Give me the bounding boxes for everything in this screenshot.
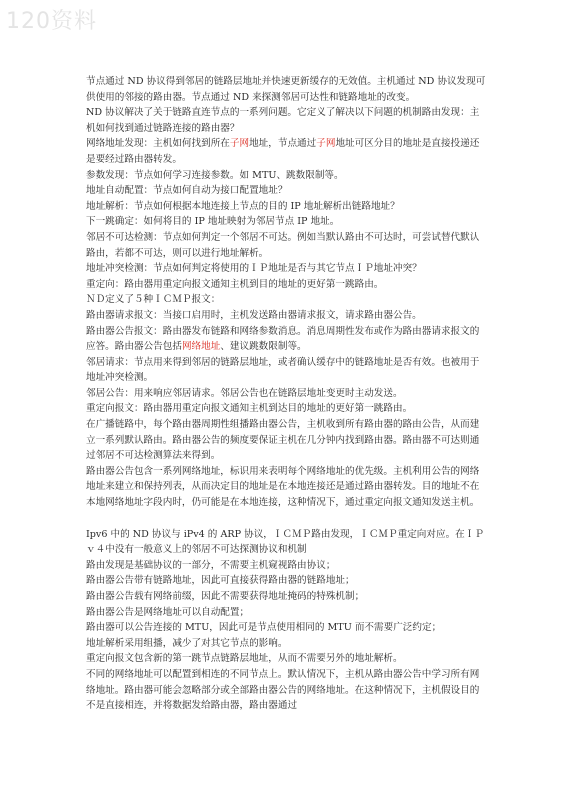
paragraph: 重定向：路由器用重定向报文通知主机到目的地址的更好第一跳路由。 <box>86 278 384 290</box>
paragraph: 路由器公告载有网络前缀，因此不需要获得地址掩码的特殊机制； <box>86 591 365 602</box>
paragraph: ND 协议解决了关于链路直连节点的一系列问题。它定义了解决以下问题的机制路由发现：主机如何找到通过链路连接的路由器？ <box>86 107 480 134</box>
document-body <box>86 74 486 714</box>
paragraph-gap <box>86 511 486 527</box>
text-run: 网络地址发现：主机如何找到所在 <box>86 138 230 150</box>
paragraph: ＮＤ定义了５种ＩＣＭＰ报文： <box>86 294 221 306</box>
paragraph: 重定向报文：路由器用重定向报文通知主机到达目的地址的更好第一跳路由。 <box>86 403 413 415</box>
text-run: 、建议跳数限制等。 <box>220 341 307 353</box>
paragraph <box>86 324 486 355</box>
paragraph: 下一跳确定：如何将目的 IP 地址映射为邻居节点 IP 地址。 <box>86 216 340 228</box>
paragraph <box>86 136 486 167</box>
paragraph: 地址解析采用组播，减少了对其它节点的影响。 <box>86 637 288 649</box>
paragraph: 邻居公告：用来响应邻居请求。邻居公告也在链路层地址变更时主动发送。 <box>86 387 403 399</box>
paragraph: 在广播链路中，每个路由器周期性组播路由器公告，主机收到所有路由器的路由公告，从而建立一系列默认路由。路由器公告的频度要保证主机在几分钟内找到路由器。路由器不可达则通过邻居不可达检测算法来得到。 <box>86 419 480 462</box>
paragraph: Ipv6 中的 ND 协议与 iPv4 的 ARP 协议，ＩＣＭＰ路由发现，ＩＣＭＰ重定向对应。在ＩＰｖ４中没有一般意义上的邻居不可达探测协议和机制 <box>86 528 484 556</box>
paragraph: 地址自动配置：节点如何自动为接口配置地址？ <box>86 185 288 197</box>
paragraph: 重定向报文包含新的第一跳节点链路层地址，从而不需要另外的地址解析。 <box>86 653 403 665</box>
paragraph: 节点通过 ND 协议得到邻居的链路层地址并快速更新缓存的无效值。主机通过 ND 协议发现可供使用的邻接的路由器。节点通过 ND 来探测邻居可达性和链路地址的改变。 <box>86 76 486 103</box>
paragraph: 地址冲突检测：节点如何判定将使用的ＩＰ地址是否与其它节点ＩＰ地址冲突？ <box>86 263 422 275</box>
highlight-link[interactable]: 网络地址 <box>181 341 221 353</box>
paragraph: 路由器公告是网络地址可以自动配置； <box>86 606 250 618</box>
text-run: 地址可区分目的地址是直接投递还是要经过路由器转发。 <box>86 138 480 165</box>
highlight-link[interactable]: 子网 <box>316 138 336 150</box>
paragraph: 地址解析：节点如何根据本地连接上节点的目的 IP 地址解析出链路地址？ <box>86 200 400 212</box>
highlight-link[interactable]: 子网 <box>229 138 250 150</box>
paragraph: 路由器公告带有链路地址，因此可直接获得路由器的链路地址； <box>86 575 355 587</box>
text-run: 路由器公告报文：路由器发布链路和网络参数消息。消息周期性发布或作为路由器请求报文的应答。路由器公告包括 <box>86 325 480 353</box>
paragraph: 不同的网络地址可以配置到相连的不同节点上。默认情况下，主机从路由器公告中学习所有网络地址。路由器可能会忽略部分或全部路由器公告的网络地址。在这种情况下，主机假设目的不是直接相连，并将数据发给路由器，路由器通过 <box>86 668 480 712</box>
paragraph: 路由器公告包含一系列网络地址，标识用来表明每个网络地址的优先级。主机利用公告的网络地址来建立和保持列表，从而决定目的地址是在本地连接还是通过路由器转发。目的地址不在本地网络地址字段内时，仍可能是在本地连接，这种情况下，通过重定向报文通知发送主机。 <box>86 465 480 509</box>
text-run: 地址，节点通过 <box>249 138 317 150</box>
paragraph: 参数发现：节点如何学习连接参数。如 MTU、跳数限制等。 <box>86 169 344 181</box>
paragraph: 邻居不可达检测：节点如何判定一个邻居不可达。例如当默认路由不可达时，可尝试替代默认路由，若都不可达，则可以进行地址解析。 <box>86 231 480 259</box>
watermark-logo: 120资料 <box>6 9 97 34</box>
paragraph: 邻居请求：节点用来得到邻居的链路层地址，或者确认缓存中的链路地址是否有效。也被用于地址冲突检测。 <box>86 356 480 384</box>
paragraph: 路由器可以公告连接的 MTU，因此可是节点使用相同的 MTU 而不需要广泛约定； <box>86 622 442 634</box>
paragraph: 路由发现是基础协议的一部分，不需要主机窥视路由协议； <box>86 559 336 571</box>
paragraph: 路由器请求报文：当接口启用时，主机发送路由器请求报文，请求路由器公告。 <box>86 309 422 321</box>
